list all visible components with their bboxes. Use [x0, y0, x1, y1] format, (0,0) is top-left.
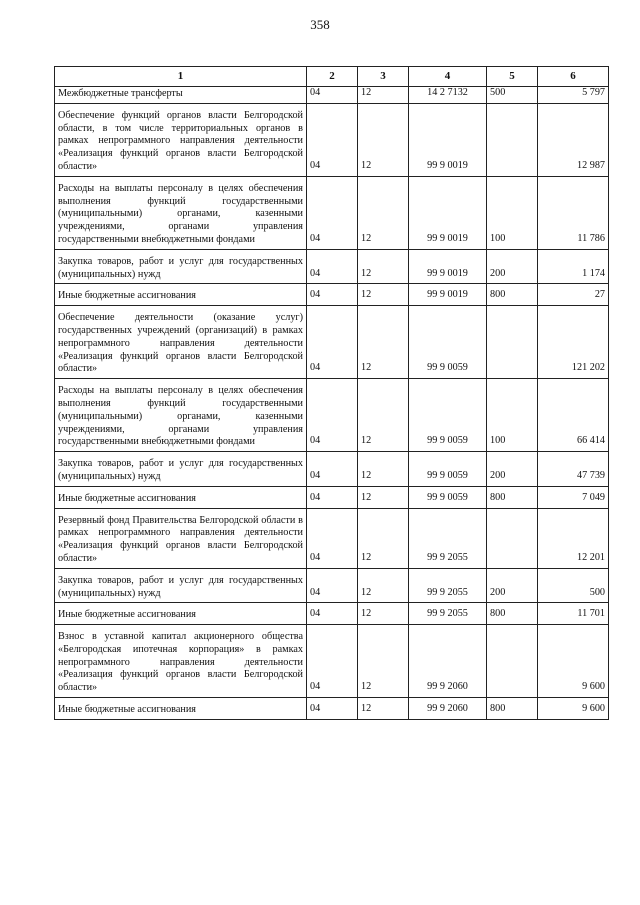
- row-amount: 9 600: [538, 625, 609, 698]
- row-subsection-code: 12: [358, 568, 409, 603]
- row-description: Иные бюджетные ассигнования: [55, 698, 307, 720]
- row-expense-type: [487, 625, 538, 698]
- table-row: [55, 306, 609, 379]
- row-subsection-code: 12: [358, 176, 409, 249]
- column-header-2: 2: [307, 67, 358, 87]
- row-section-code: 04: [307, 176, 358, 249]
- row-amount: 5 797: [538, 87, 609, 104]
- row-description: Обеспечение деятельности (оказание услуг) государственных учреждений (организаций) в рамках непрограммного направления деятельности «Реализация функций органов власти Белгородской области»: [55, 306, 307, 379]
- row-target-article: 99 9 2060: [409, 625, 487, 698]
- row-subsection-code: 12: [358, 103, 409, 176]
- table-row: [55, 568, 609, 603]
- row-section-code: 04: [307, 306, 358, 379]
- row-description: Закупка товаров, работ и услуг для государственных (муниципальных) нужд: [55, 568, 307, 603]
- page-number: 358: [310, 17, 330, 32]
- row-section-code: 04: [307, 508, 358, 568]
- column-header-5: 5: [487, 67, 538, 87]
- row-subsection-code: 12: [358, 379, 409, 452]
- row-expense-type: 200: [487, 568, 538, 603]
- row-expense-type: 500: [487, 87, 538, 104]
- row-target-article: 99 9 2060: [409, 698, 487, 720]
- row-description: Расходы на выплаты персоналу в целях обеспечения выполнения функций государственными (муниципальными) органами, казенными учреждениями, органами управления государственными внебюджетными фондами: [55, 379, 307, 452]
- row-target-article: 99 9 0059: [409, 486, 487, 508]
- table-row: [55, 379, 609, 452]
- row-expense-type: 800: [487, 284, 538, 306]
- row-description: Иные бюджетные ассигнования: [55, 486, 307, 508]
- row-amount: 12 201: [538, 508, 609, 568]
- row-target-article: 99 9 2055: [409, 603, 487, 625]
- table-row: [55, 452, 609, 487]
- row-target-article: 99 9 0019: [409, 249, 487, 284]
- row-subsection-code: 12: [358, 508, 409, 568]
- row-expense-type: 200: [487, 249, 538, 284]
- row-subsection-code: 12: [358, 625, 409, 698]
- column-header-1: 1: [55, 67, 307, 87]
- table-row: [55, 486, 609, 508]
- row-target-article: 99 9 2055: [409, 568, 487, 603]
- row-section-code: 04: [307, 625, 358, 698]
- table-row: [55, 603, 609, 625]
- row-amount: 121 202: [538, 306, 609, 379]
- row-amount: 12 987: [538, 103, 609, 176]
- row-description: Иные бюджетные ассигнования: [55, 284, 307, 306]
- row-expense-type: [487, 103, 538, 176]
- table-row: [55, 87, 609, 104]
- row-description: Обеспечение функций органов власти Белгородской области, в том числе территориальных органов в рамках непрограммного направления деятельности «Реализация функций органов власти Белгородской области»: [55, 103, 307, 176]
- row-expense-type: 100: [487, 176, 538, 249]
- row-expense-type: 100: [487, 379, 538, 452]
- row-section-code: 04: [307, 284, 358, 306]
- row-description: Взнос в уставной капитал акционерного общества «Белгородская ипотечная корпорация» в рамках непрограммного направления деятельности «Реализация функций органов власти Белгородской области»: [55, 625, 307, 698]
- table-row: [55, 284, 609, 306]
- row-amount: 1 174: [538, 249, 609, 284]
- row-section-code: 04: [307, 486, 358, 508]
- row-subsection-code: 12: [358, 486, 409, 508]
- row-subsection-code: 12: [358, 698, 409, 720]
- row-subsection-code: 12: [358, 249, 409, 284]
- table-row: [55, 625, 609, 698]
- column-header-4: 4: [409, 67, 487, 87]
- row-section-code: 04: [307, 249, 358, 284]
- row-description: Иные бюджетные ассигнования: [55, 603, 307, 625]
- row-expense-type: [487, 306, 538, 379]
- row-amount: 7 049: [538, 486, 609, 508]
- row-target-article: 99 9 0019: [409, 284, 487, 306]
- row-subsection-code: 12: [358, 452, 409, 487]
- row-section-code: 04: [307, 103, 358, 176]
- row-amount: 500: [538, 568, 609, 603]
- table-header-row: [55, 67, 609, 87]
- row-description: Резервный фонд Правительства Белгородской области в рамках непрограммного направления деятельности «Реализация функций органов власти Белгородской области»: [55, 508, 307, 568]
- row-description: Межбюджетные трансферты: [55, 87, 307, 104]
- row-amount: 66 414: [538, 379, 609, 452]
- row-section-code: 04: [307, 87, 358, 104]
- row-target-article: 99 9 0059: [409, 452, 487, 487]
- table-body: [55, 87, 609, 720]
- budget-table: [54, 66, 609, 720]
- row-section-code: 04: [307, 379, 358, 452]
- row-expense-type: 800: [487, 486, 538, 508]
- table-row: [55, 103, 609, 176]
- row-target-article: 99 9 0019: [409, 176, 487, 249]
- table-row: [55, 176, 609, 249]
- row-amount: 11 701: [538, 603, 609, 625]
- row-amount: 9 600: [538, 698, 609, 720]
- row-description: Закупка товаров, работ и услуг для государственных (муниципальных) нужд: [55, 249, 307, 284]
- row-expense-type: [487, 508, 538, 568]
- table-row: [55, 698, 609, 720]
- row-subsection-code: 12: [358, 284, 409, 306]
- row-target-article: 14 2 7132: [409, 87, 487, 104]
- table-row: [55, 508, 609, 568]
- column-header-6: 6: [538, 67, 609, 87]
- row-expense-type: 800: [487, 603, 538, 625]
- row-section-code: 04: [307, 698, 358, 720]
- row-expense-type: 800: [487, 698, 538, 720]
- row-amount: 27: [538, 284, 609, 306]
- row-subsection-code: 12: [358, 603, 409, 625]
- row-section-code: 04: [307, 603, 358, 625]
- row-section-code: 04: [307, 452, 358, 487]
- column-header-3: 3: [358, 67, 409, 87]
- row-target-article: 99 9 0059: [409, 306, 487, 379]
- row-description: Расходы на выплаты персоналу в целях обеспечения выполнения функций государственными (муниципальными) органами, казенными учреждениями, органами управления государственными внебюджетными фондами: [55, 176, 307, 249]
- row-section-code: 04: [307, 568, 358, 603]
- row-description: Закупка товаров, работ и услуг для государственных (муниципальных) нужд: [55, 452, 307, 487]
- row-expense-type: 200: [487, 452, 538, 487]
- row-subsection-code: 12: [358, 306, 409, 379]
- row-target-article: 99 9 2055: [409, 508, 487, 568]
- row-amount: 11 786: [538, 176, 609, 249]
- table-row: [55, 249, 609, 284]
- row-target-article: 99 9 0019: [409, 103, 487, 176]
- row-amount: 47 739: [538, 452, 609, 487]
- row-target-article: 99 9 0059: [409, 379, 487, 452]
- row-subsection-code: 12: [358, 87, 409, 104]
